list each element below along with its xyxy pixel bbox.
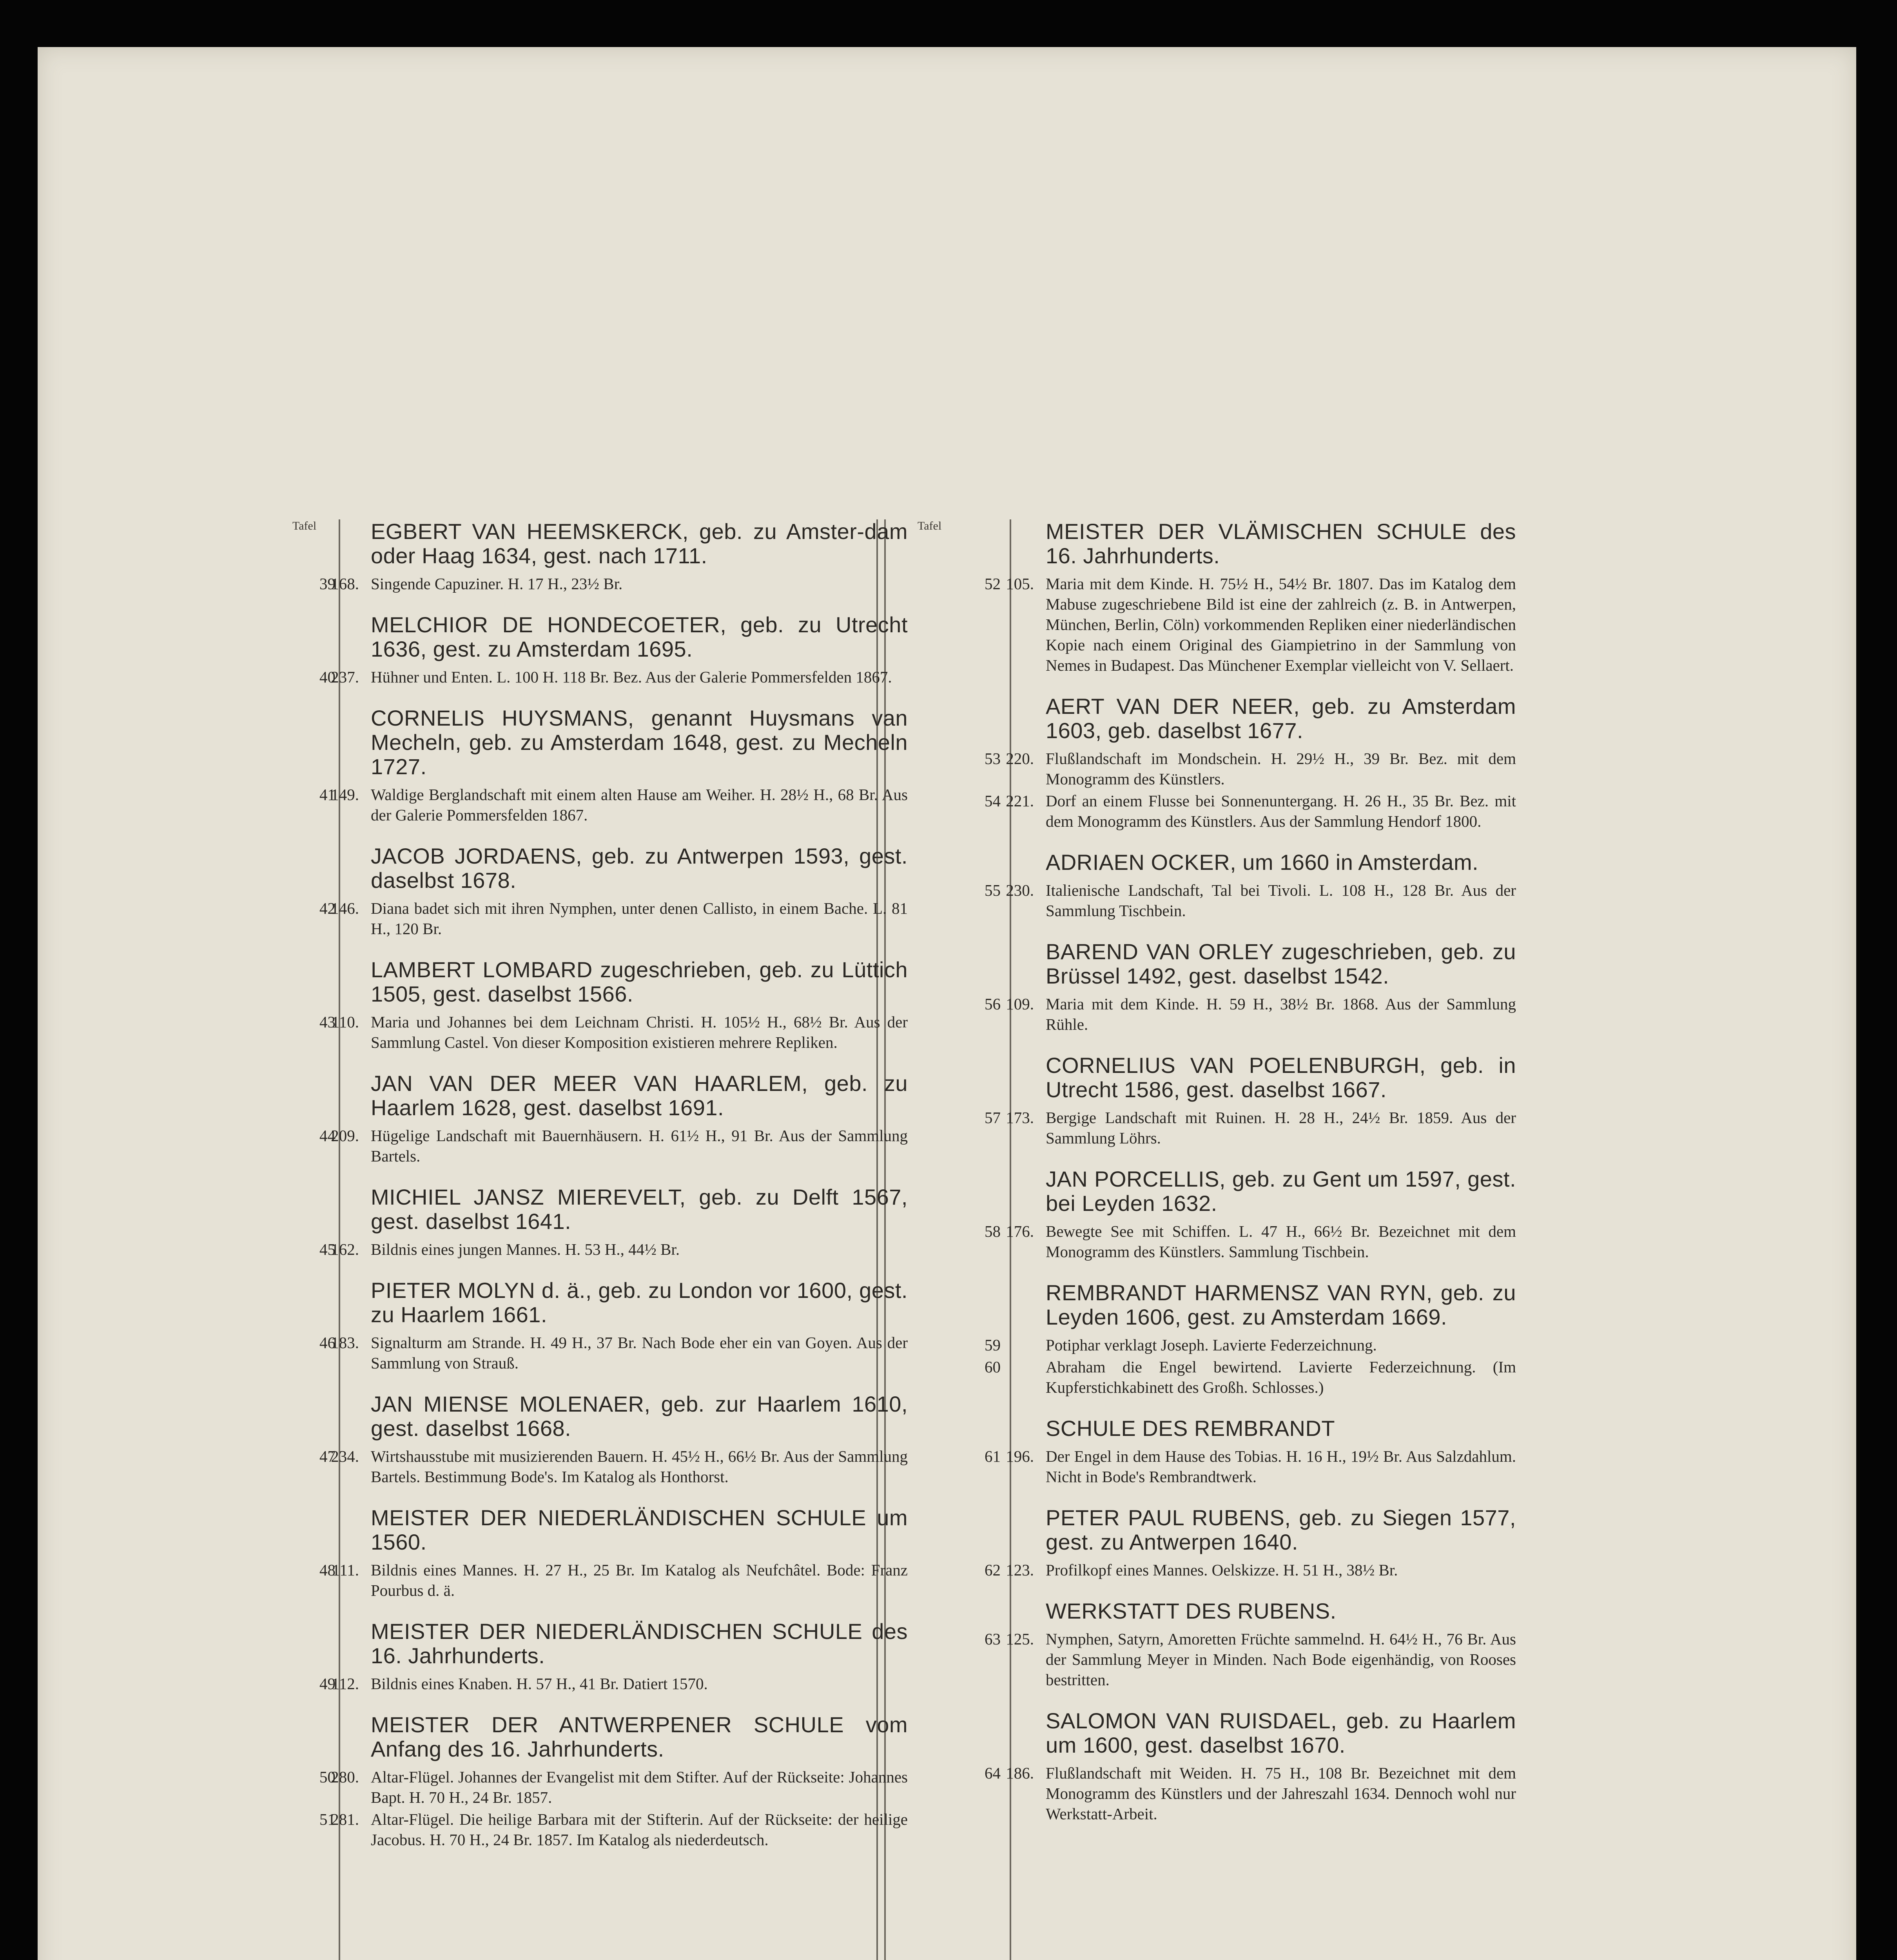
entry-description: Bergige Landschaft mit Ruinen. H. 28 H., 24½ Br. 1859. Aus der Sammlung Löhrs.: [1046, 1109, 1516, 1147]
tafel-number: 57: [985, 1109, 1001, 1127]
catalog-number: 146.: [331, 899, 359, 917]
entry-description: Profilkopf eines Mannes. Oelskizze. H. 51 H., 38½ Br.: [1046, 1561, 1398, 1579]
tafel-number: 58: [985, 1222, 1001, 1240]
artist-heading: LAMBERT LOMBARD zugeschrieben, geb. zu Lüttich 1505, gest. daselbst 1566.: [371, 957, 908, 1006]
artist-heading: JAN MIENSE MOLENAER, geb. zur Haarlem 1610, gest. daselbst 1668.: [371, 1392, 908, 1441]
artist-block: [319, 1392, 908, 1487]
catalog-entry: [319, 1673, 908, 1694]
catalog-entry: [985, 1763, 1516, 1824]
tafel-header-left: Tafel: [292, 519, 317, 532]
entry-description: Bewegte See mit Schiffen. L. 47 H., 66½ Br. Bezeichnet mit dem Monogramm des Künstlers. Sammlung Tischbein.: [1046, 1222, 1516, 1261]
catalog-number: 234.: [331, 1447, 359, 1465]
entry-description: Italienische Landschaft, Tal bei Tivoli. L. 108 H., 128 Br. Aus der Sammlung Tischbein.: [1046, 881, 1516, 920]
catalog-number: 125.: [1006, 1630, 1034, 1648]
tafel-number: 61: [985, 1447, 1001, 1465]
left-column: [319, 519, 908, 1869]
artist-heading: EGBERT VAN HEEMSKERCK, geb. zu Amster-dam oder Haag 1634, gest. nach 1711.: [371, 519, 908, 568]
tafel-number: 60: [985, 1358, 1001, 1376]
artist-heading: PIETER MOLYN d. ä., geb. zu London vor 1600, gest. zu Haarlem 1661.: [371, 1278, 908, 1327]
entry-description: Abraham die Engel bewirtend. Lavierte Federzeichnung. (Im Kupferstichkabinett des Großh. Schlosses.): [1046, 1358, 1516, 1396]
artist-heading: JAN VAN DER MEER VAN HAARLEM, geb. zu Haarlem 1628, gest. daselbst 1691.: [371, 1071, 908, 1120]
entry-description: Flußlandschaft mit Weiden. H. 75 H., 108 Br. Bezeichnet mit dem Monogramm des Künstlers und der Jahreszahl 1634. Dennoch wohl nur Werkstatt-Arbeit.: [1046, 1764, 1516, 1823]
catalog-number: 186.: [1006, 1764, 1034, 1782]
entry-description: Diana badet sich mit ihren Nymphen, unter denen Callisto, in einem Bache. L. 81 H., 120 Br.: [371, 899, 908, 938]
tafel-number: 62: [985, 1561, 1001, 1579]
catalog-entry: [319, 898, 908, 939]
artist-heading: MEISTER DER NIEDERLÄNDISCHEN SCHULE des 16. Jahrhunderts.: [371, 1619, 908, 1668]
entry-description: Waldige Berglandschaft mit einem alten Hause am Weiher. H. 28½ H., 68 Br. Aus der Galerie Pommersfelden 1867.: [371, 786, 908, 824]
tafel-number: 40: [319, 668, 336, 686]
catalog-entry: [319, 1446, 908, 1487]
entry-description: Bildnis eines Mannes. H. 27 H., 25 Br. Im Katalog als Neufchâtel. Bode: Franz Pourbus d. ä.: [371, 1561, 908, 1599]
artist-block: [319, 1712, 908, 1850]
entry-description: Altar-Flügel. Johannes der Evangelist mit dem Stifter. Auf der Rückseite: Johannes Bapt. H. 70 H., 24 Br. 1857.: [371, 1768, 908, 1806]
entry-description: Singende Capuziner. H. 17 H., 23½ Br.: [371, 575, 623, 593]
tafel-number: 39: [319, 575, 336, 593]
entry-description: Flußlandschaft im Mondschein. H. 29½ H., 39 Br. Bez. mit dem Monogramm des Künstlers.: [1046, 750, 1516, 788]
catalog-entry: [985, 1446, 1516, 1487]
artist-block: [319, 1278, 908, 1373]
tafel-number: 46: [319, 1334, 336, 1352]
catalog-entry: [319, 667, 908, 687]
artist-block: [319, 844, 908, 939]
catalog-entry: [985, 573, 1516, 675]
artist-block: [985, 939, 1516, 1034]
artist-heading: ADRIAEN OCKER, um 1660 in Amsterdam.: [1046, 850, 1479, 875]
artist-block: [319, 1505, 908, 1601]
catalog-number: 237.: [331, 668, 359, 686]
artist-block: [985, 1599, 1516, 1690]
catalog-number: 280.: [331, 1768, 359, 1786]
catalog-entry: [319, 784, 908, 825]
tafel-number: 63: [985, 1630, 1001, 1648]
artist-heading: SCHULE DES REMBRANDT: [1046, 1416, 1335, 1441]
catalog-number: 105.: [1006, 575, 1034, 593]
tafel-number: 64: [985, 1764, 1001, 1782]
artist-heading: AERT VAN DER NEER, geb. zu Amsterdam 1603, geb. daselbst 1677.: [1046, 694, 1516, 743]
entry-description: Maria und Johannes bei dem Leichnam Christi. H. 105½ H., 68½ Br. Aus der Sammlung Castel. Von dieser Komposition existieren mehrere Repliken.: [371, 1013, 908, 1051]
tafel-number: 54: [985, 792, 1001, 810]
right-column: [985, 519, 1516, 1843]
artist-block: [985, 1416, 1516, 1487]
artist-heading: WERKSTATT DES RUBENS.: [1046, 1599, 1337, 1623]
artist-block: [319, 1071, 908, 1166]
catalog-entry: [319, 1239, 908, 1259]
catalog-number: 183.: [331, 1334, 359, 1352]
tafel-header-right: Tafel: [918, 519, 942, 532]
entry-description: Bildnis eines jungen Mannes. H. 53 H., 44½ Br.: [371, 1240, 680, 1258]
catalog-number: 112.: [331, 1675, 359, 1693]
catalog-entry: [319, 1560, 908, 1601]
artist-block: [319, 1619, 908, 1694]
tafel-number: 48: [319, 1561, 336, 1579]
tafel-number: 49: [319, 1675, 336, 1693]
artist-block: [319, 957, 908, 1053]
catalog-number: 109.: [1006, 995, 1034, 1013]
tafel-number: 41: [319, 786, 336, 804]
artist-block: [985, 694, 1516, 831]
artist-heading: MEISTER DER NIEDERLÄNDISCHEN SCHULE um 1560.: [371, 1505, 908, 1554]
entry-description: Bildnis eines Knaben. H. 57 H., 41 Br. Datiert 1570.: [371, 1675, 708, 1693]
catalog-entry: [319, 573, 908, 594]
entry-description: Maria mit dem Kinde. H. 59 H., 38½ Br. 1868. Aus der Sammlung Rühle.: [1046, 995, 1516, 1033]
artist-heading: MEISTER DER ANTWERPENER SCHULE vom Anfang des 16. Jahrhunderts.: [371, 1712, 908, 1761]
catalog-entry: [985, 1335, 1516, 1355]
catalog-entry: [985, 1357, 1516, 1397]
catalog-number: 173.: [1006, 1109, 1034, 1127]
artist-heading: REMBRANDT HARMENSZ VAN RYN, geb. zu Leyden 1606, gest. zu Amsterdam 1669.: [1046, 1280, 1516, 1329]
catalog-number: 111.: [332, 1561, 359, 1579]
catalog-entry: [985, 1221, 1516, 1262]
entry-description: Hühner und Enten. L. 100 H. 118 Br. Bez. Aus der Galerie Pommersfelden 1867.: [371, 668, 892, 686]
catalog-entry: [985, 1107, 1516, 1148]
entry-description: Der Engel in dem Hause des Tobias. H. 16 H., 19½ Br. Aus Salzdahlum. Nicht in Bode's Rembrandtwerk.: [1046, 1447, 1516, 1486]
tafel-number: 59: [985, 1336, 1001, 1354]
catalog-number: 209.: [331, 1127, 359, 1145]
entry-description: Wirtshausstube mit musizierenden Bauern. H. 45½ H., 66½ Br. Aus der Sammlung Bartels. Bestimmung Bode's. Im Katalog als Honthorst.: [371, 1447, 908, 1486]
catalog-entry: [985, 880, 1516, 921]
tafel-number: 50: [319, 1768, 336, 1786]
artist-heading: SALOMON VAN RUISDAEL, geb. zu Haarlem um 1600, gest. daselbst 1670.: [1046, 1708, 1516, 1757]
tafel-number: 55: [985, 881, 1001, 899]
catalog-number: 220.: [1006, 750, 1034, 768]
artist-heading: BAREND VAN ORLEY zugeschrieben, geb. zu Brüssel 1492, gest. daselbst 1542.: [1046, 939, 1516, 988]
tafel-number: 53: [985, 750, 1001, 768]
catalog-number: 110.: [331, 1013, 359, 1031]
entry-description: Signalturm am Strande. H. 49 H., 37 Br. Nach Bode eher ein van Goyen. Aus der Sammlung von Strauß.: [371, 1334, 908, 1372]
catalog-entry: [985, 1629, 1516, 1690]
artist-heading: MELCHIOR DE HONDECOETER, geb. zu Utrecht 1636, gest. zu Amsterdam 1695.: [371, 612, 908, 661]
artist-heading: PETER PAUL RUBENS, geb. zu Siegen 1577, gest. zu Antwerpen 1640.: [1046, 1505, 1516, 1554]
catalog-entry: [985, 1560, 1516, 1580]
tafel-number: 56: [985, 995, 1001, 1013]
artist-heading: JAN PORCELLIS, geb. zu Gent um 1597, gest. bei Leyden 1632.: [1046, 1167, 1516, 1216]
tafel-number: 44: [319, 1127, 336, 1145]
tafel-number: 42: [319, 899, 336, 917]
catalog-number: 149.: [331, 786, 359, 804]
artist-heading: CORNELIUS VAN POELENBURGH, geb. in Utrecht 1586, gest. daselbst 1667.: [1046, 1053, 1516, 1102]
entry-description: Maria mit dem Kinde. H. 75½ H., 54½ Br. 1807. Das im Katalog dem Mabuse zugeschriebene Bild ist eine der zahlreich (z. B. in Antwerpen, München, Berlin, Cöln) vorkommenden Repliken einer niederländischen Kopie nach einem Original des Giampietrino in der Sammlung von Nemes in Budapest. Das Münchener Exemplar vielleicht von V. Sellaert.: [1046, 575, 1516, 674]
catalog-number: 281.: [331, 1810, 359, 1828]
tafel-number: 52: [985, 575, 1001, 593]
catalog-entry: [985, 791, 1516, 831]
artist-block: [985, 1167, 1516, 1262]
artist-heading: CORNELIS HUYSMANS, genannt Huysmans van Mecheln, geb. zu Amsterdam 1648, gest. zu Mecheln 1727.: [371, 706, 908, 779]
artist-block: [985, 1280, 1516, 1397]
tafel-number: 47: [319, 1447, 336, 1465]
tafel-number: 51: [319, 1810, 336, 1828]
catalog-page: [38, 47, 1856, 1960]
catalog-number: 176.: [1006, 1222, 1034, 1240]
tafel-number: 45: [319, 1240, 336, 1258]
entry-description: Nymphen, Satyrn, Amoretten Früchte sammelnd. H. 64½ H., 76 Br. Aus der Sammlung Meyer in Minden. Nach Bode eigenhändig, von Rooses bestritten.: [1046, 1630, 1516, 1689]
catalog-number: 162.: [331, 1240, 359, 1258]
artist-block: [985, 1708, 1516, 1824]
catalog-entry: [319, 1012, 908, 1053]
entry-description: Hügelige Landschaft mit Bauernhäusern. H. 61½ H., 91 Br. Aus der Sammlung Bartels.: [371, 1127, 908, 1165]
artist-block: [319, 1185, 908, 1259]
catalog-number: 221.: [1006, 792, 1034, 810]
artist-heading: MEISTER DER VLÄMISCHEN SCHULE des 16. Jahrhunderts.: [1046, 519, 1516, 568]
catalog-number: 168.: [331, 575, 359, 593]
artist-block: [319, 612, 908, 687]
artist-heading: MICHIEL JANSZ MIEREVELT, geb. zu Delft 1567, gest. daselbst 1641.: [371, 1185, 908, 1234]
artist-block: [985, 850, 1516, 921]
catalog-number: 196.: [1006, 1447, 1034, 1465]
entry-description: Altar-Flügel. Die heilige Barbara mit der Stifterin. Auf der Rückseite: der heilige Jacobus. H. 70 H., 24 Br. 1857. Im Katalog als niederdeutsch.: [371, 1810, 908, 1849]
entry-description: Dorf an einem Flusse bei Sonnenuntergang. H. 26 H., 35 Br. Bez. mit dem Monogramm des Künstlers. Aus der Sammlung Hendorf 1800.: [1046, 792, 1516, 830]
artist-block: [985, 1505, 1516, 1580]
catalog-entry: [319, 1809, 908, 1850]
artist-block: [985, 519, 1516, 675]
artist-heading: JACOB JORDAENS, geb. zu Antwerpen 1593, gest. daselbst 1678.: [371, 844, 908, 893]
entry-description: Potiphar verklagt Joseph. Lavierte Federzeichnung.: [1046, 1336, 1377, 1354]
catalog-entry: [985, 994, 1516, 1034]
catalog-entry: [319, 1125, 908, 1166]
catalog-number: 123.: [1006, 1561, 1034, 1579]
tafel-number: 43: [319, 1013, 336, 1031]
catalog-entry: [319, 1332, 908, 1373]
artist-block: [319, 519, 908, 594]
catalog-entry: [319, 1767, 908, 1808]
catalog-entry: [985, 748, 1516, 789]
artist-block: [985, 1053, 1516, 1148]
artist-block: [319, 706, 908, 825]
catalog-number: 230.: [1006, 881, 1034, 899]
